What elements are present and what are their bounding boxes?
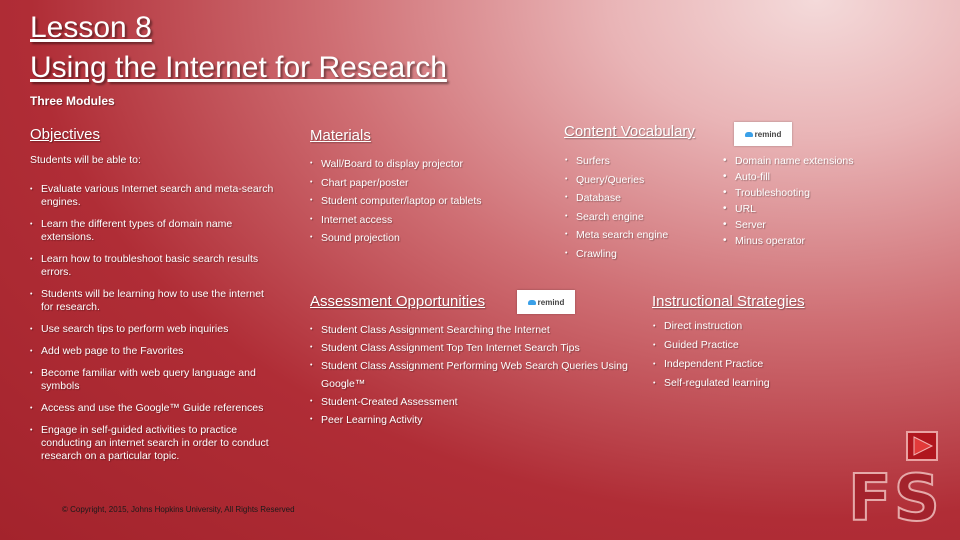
material-item: • Sound projection — [310, 229, 550, 248]
objectives-heading: Objectives — [30, 126, 101, 143]
objectives-list — [30, 183, 275, 463]
assessment-list — [310, 321, 630, 429]
assessment-item: • Peer Learning Activity — [310, 411, 630, 429]
assessment-heading: Assessment Opportunities — [310, 293, 486, 310]
objective-item: • Learn the different types of domain name extensions. — [30, 218, 275, 244]
materials-heading: Materials — [310, 127, 371, 144]
material-item: • Student computer/laptop or tablets — [310, 192, 550, 211]
slide-title-line-1: Lesson 8 — [30, 11, 152, 44]
material-item: • Chart paper/poster — [310, 174, 550, 193]
vocabulary-item: • Minus operator — [724, 233, 874, 249]
materials-list — [310, 155, 550, 248]
vocabulary-item: • Domain name extensions — [724, 153, 874, 169]
vocabulary-item: • Meta search engine — [565, 226, 715, 245]
remind-logo-icon — [745, 132, 753, 137]
vocabulary-item: • Auto-fill — [724, 169, 874, 185]
vocabulary-item: • Database — [565, 189, 715, 208]
assessment-item: • Student Class Assignment Performing Web Search Queries Using Google™ — [310, 357, 630, 393]
play-icon[interactable] — [906, 431, 938, 461]
objective-item: • Access and use the Google™ Guide references — [30, 402, 275, 415]
vocabulary-heading: Content Vocabulary — [564, 123, 695, 140]
vocabulary-item: • Crawling — [565, 245, 715, 264]
objective-item: • Become familiar with web query language and symbols — [30, 367, 275, 393]
remind-logo-text: remind — [754, 129, 782, 139]
remind-logo — [517, 290, 575, 314]
slide-title — [30, 8, 447, 88]
objective-item: • Evaluate various Internet search and meta-search engines. — [30, 183, 275, 209]
vocabulary-item: • Server — [724, 217, 874, 233]
vocabulary-item: • Query/Queries — [565, 171, 715, 190]
strategy-item: • Guided Practice — [653, 336, 853, 355]
vocabulary-list-1 — [565, 152, 715, 263]
strategy-item: • Self-regulated learning — [653, 374, 853, 393]
objective-item: • Students will be learning how to use the internet for research. — [30, 288, 275, 314]
objective-item: • Engage in self-guided activities to practice conducting an internet search in order to conduct research on a particular topic. — [30, 424, 275, 463]
objective-item: • Add web page to the Favorites — [30, 345, 275, 358]
objectives-section — [30, 154, 275, 463]
copyright-notice: © Copyright, 2015, Johns Hopkins University, All Rights Reserved — [62, 505, 295, 514]
slide-subtitle: Three Modules — [30, 94, 115, 108]
assessment-item: • Student Class Assignment Top Ten Internet Search Tips — [310, 339, 630, 357]
strategies-list — [653, 317, 853, 393]
fs-logo: FS — [848, 462, 942, 536]
vocabulary-item: • Search engine — [565, 208, 715, 227]
material-item: • Internet access — [310, 211, 550, 230]
remind-logo-icon — [528, 300, 536, 305]
play-icon-glyph — [908, 433, 936, 459]
objective-item: • Use search tips to perform web inquiries — [30, 323, 275, 336]
slide-title-line-2: Using the Internet for Research — [30, 51, 447, 84]
vocabulary-item: • URL — [724, 201, 874, 217]
assessment-item: • Student Class Assignment Searching the Internet — [310, 321, 630, 339]
remind-logo — [734, 122, 792, 146]
vocabulary-list-2 — [724, 153, 874, 249]
strategies-heading: Instructional Strategies — [652, 293, 805, 310]
strategy-item: • Direct instruction — [653, 317, 853, 336]
vocabulary-item: • Troubleshooting — [724, 185, 874, 201]
remind-logo-text: remind — [537, 297, 565, 307]
objective-item: • Learn how to troubleshoot basic search results errors. — [30, 253, 275, 279]
strategy-item: • Independent Practice — [653, 355, 853, 374]
objectives-intro: Students will be able to: — [30, 154, 141, 166]
vocabulary-item: • Surfers — [565, 152, 715, 171]
material-item: • Wall/Board to display projector — [310, 155, 550, 174]
assessment-item: • Student-Created Assessment — [310, 393, 630, 411]
